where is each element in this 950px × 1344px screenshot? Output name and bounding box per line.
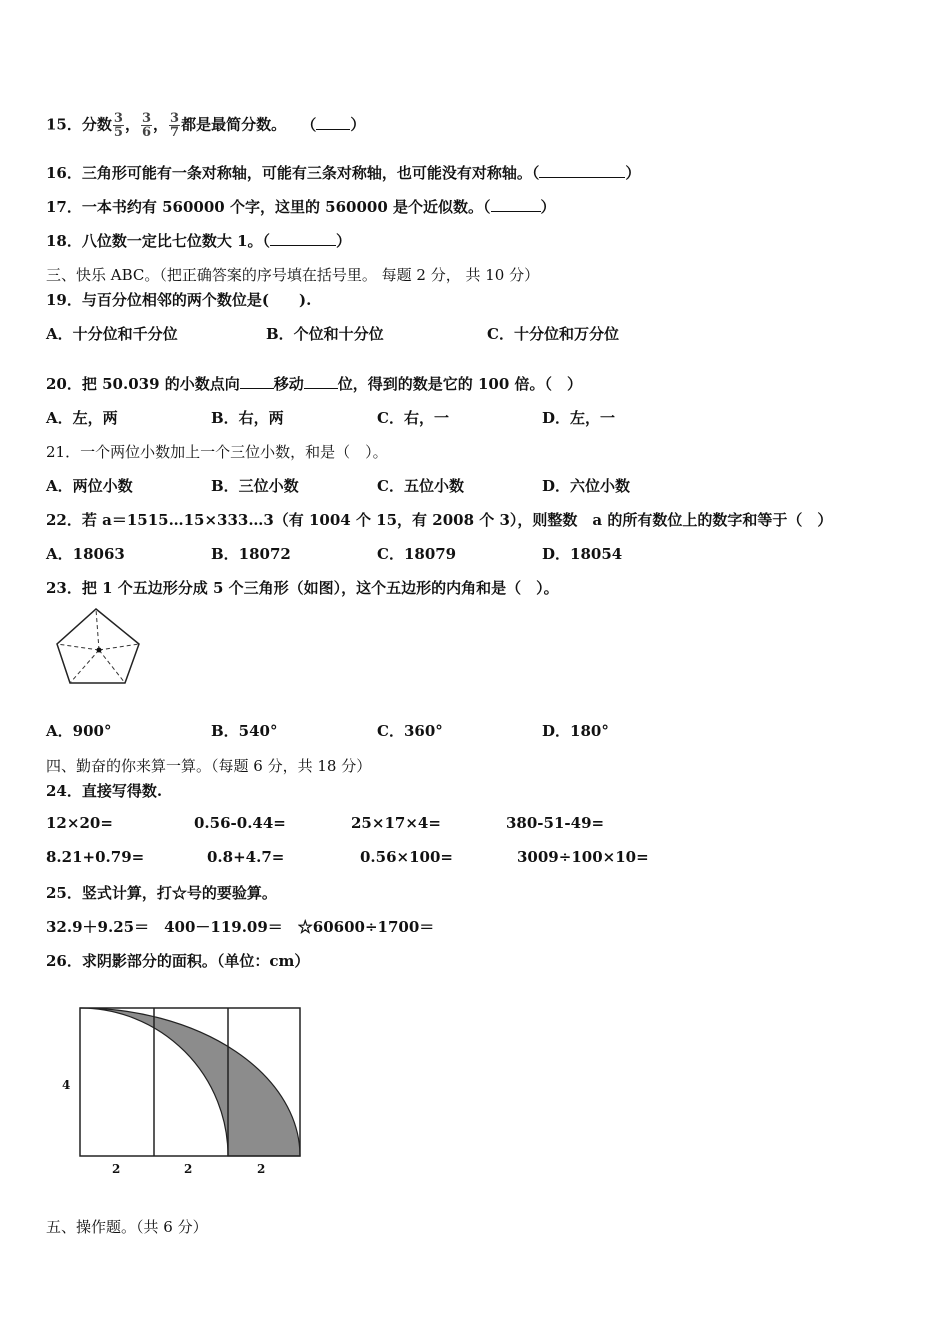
calc-item: 0.8+4.7= [207,848,285,866]
question-24-stem: 24．直接写得数. [46,782,163,800]
option-a[interactable]: A．十分位和千分位 [46,325,178,343]
option-d[interactable]: D．18054 [542,545,623,563]
fraction-2: $\frac{3}{6}$ [141,111,151,140]
question-20-stem: 20．把 50.039 的小数点向 移动 位，得到的数是它的 100 倍。（ ） [46,375,583,393]
option-c[interactable]: C．360° [377,722,443,740]
label-width: 2 [257,1162,266,1176]
question-16: 16．三角形可能有一条对称轴，可能有三条对称轴，也可能没有对称轴。（ ） [46,164,641,182]
answer-blank[interactable] [539,163,625,178]
option-b[interactable]: B．右，两 [211,409,284,427]
question-21-stem: 21．一个两位小数加上一个三位小数，和是（ ）。 [46,443,388,461]
option-a[interactable]: A．左，两 [46,409,118,427]
question-23-stem: 23．把 1 个五边形分成 5 个三角形（如图），这个五边形的内角和是（ ）。 [46,579,559,597]
calc-item: 380-51-49= [506,814,605,832]
calc-item: 3009÷100×10= [517,848,649,866]
label-width: 2 [112,1162,121,1176]
answer-blank[interactable] [270,231,336,246]
q15-post: 都是最简分数。 [181,115,287,134]
vertical-calc-items: 32.9＋9.25＝ 400－119.09＝ ☆60600÷1700＝ [46,918,435,936]
option-b[interactable]: B．三位小数 [211,477,299,495]
answer-blank[interactable] [491,197,541,212]
pentagon-figure [54,606,144,686]
question-26-stem: 26．求阴影部分的面积。（单位：cm） [46,952,310,970]
option-d[interactable]: D．六位小数 [542,477,631,495]
calc-item: 12×20= [46,814,113,832]
question-25-stem: 25．竖式计算，打☆号的要验算。 [46,884,277,902]
option-c[interactable]: C．右，一 [377,409,449,427]
question-17: 17．一本书约有 560000 个字，这里的 560000 是个近似数。（ ） [46,198,556,216]
option-a[interactable]: A．两位小数 [46,477,133,495]
label-height: 4 [62,1078,71,1092]
q15-pre: 分数 [81,115,112,134]
answer-blank[interactable] [240,374,274,389]
shaded-area-figure [56,1000,306,1180]
question-19-stem: 19．与百分位相邻的两个数位是( ). [46,291,312,309]
option-c[interactable]: C．十分位和万分位 [487,325,619,343]
q15-number: 15． [46,115,82,134]
calc-item: 8.21+0.79= [46,848,145,866]
calc-item: 25×17×4= [351,814,441,832]
label-width: 2 [184,1162,193,1176]
answer-blank[interactable] [316,115,350,130]
option-d[interactable]: D．180° [542,722,609,740]
calc-item: 0.56×100= [360,848,453,866]
option-c[interactable]: C．五位小数 [377,477,464,495]
option-d[interactable]: D．左，一 [542,409,616,427]
option-b[interactable]: B．个位和十分位 [266,325,384,343]
fraction-1: $\frac{3}{5}$ [113,111,123,140]
fraction-3: $\frac{3}{7}$ [170,111,180,140]
question-22-stem: 22．若 a＝1515…15×333…3（有 1004 个 15，有 2008 个 3），则整数 a 的所有数位上的数字和等于（ ） [46,511,833,529]
answer-blank[interactable] [304,374,338,389]
calc-item: 0.56-0.44= [194,814,286,832]
section-5-title: 五、操作题。（共 6 分） [46,1218,208,1236]
section-3-title: 三、快乐 ABC。（把正确答案的序号填在括号里。 每题 2 分， 共 10 分） [46,266,540,284]
option-b[interactable]: B．540° [211,722,278,740]
question-18: 18．八位数一定比七位数大 1。（ ） [46,232,352,250]
question-15: 15．分数 $\frac{3}{5}$ ， $\frac{3}{6}$ ， $\frac{3}{7}$ 都是最简分数。 （ ） [46,111,366,140]
option-c[interactable]: C．18079 [377,545,457,563]
option-a[interactable]: A．900° [46,722,112,740]
option-a[interactable]: A．18063 [46,545,125,563]
section-4-title: 四、勤奋的你来算一算。（每题 6 分，共 18 分） [46,757,372,775]
option-b[interactable]: B．18072 [211,545,291,563]
